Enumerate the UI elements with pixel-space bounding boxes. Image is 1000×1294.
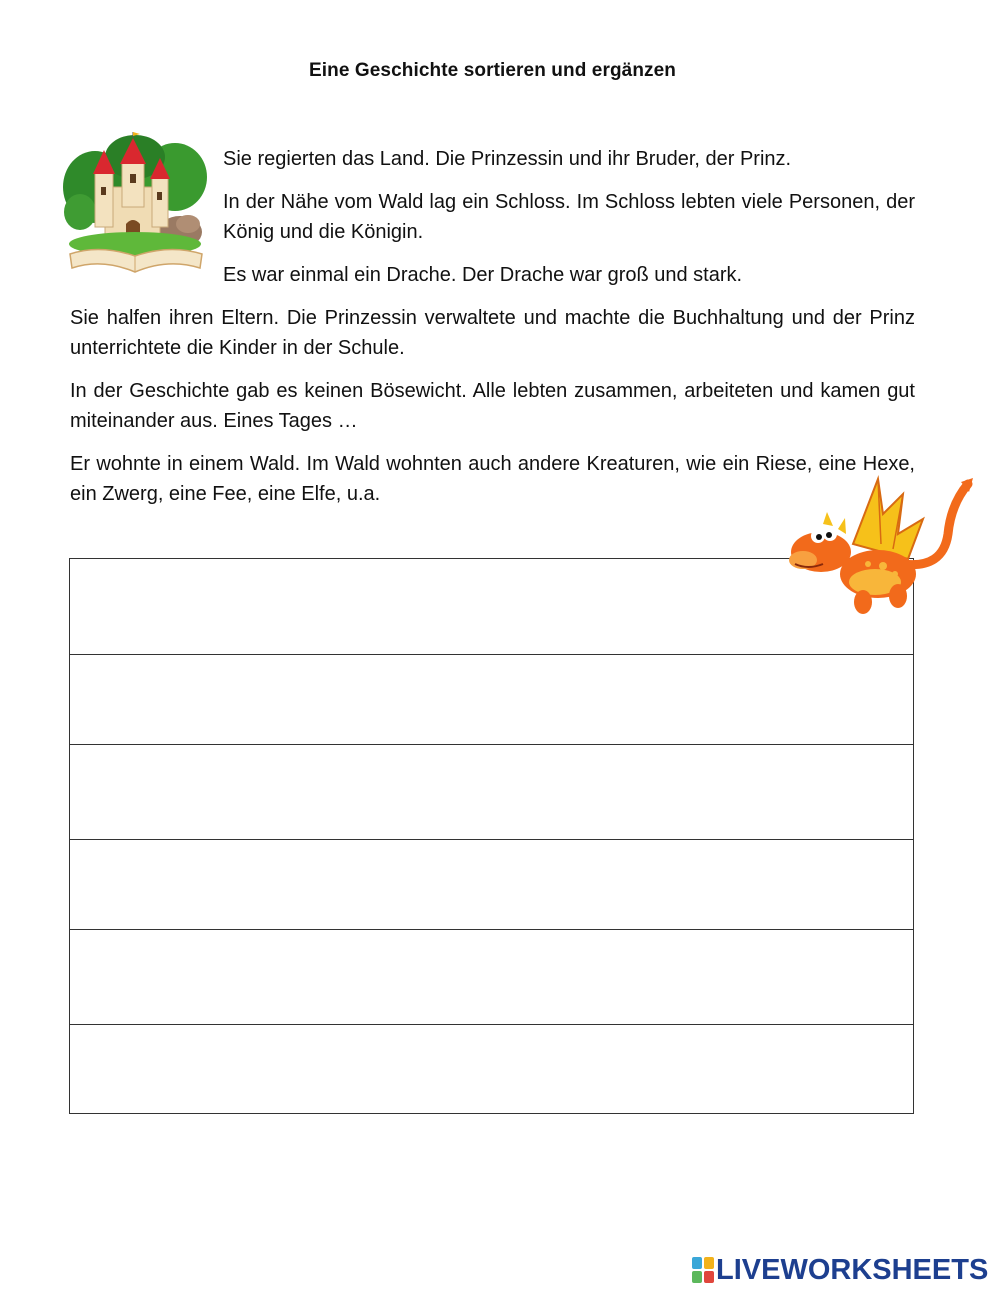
answer-box-4[interactable] [70,840,913,930]
answer-box-6[interactable] [70,1025,913,1113]
castle-book-image [60,132,210,277]
story-paragraph-1: Sie regierten das Land. Die Prinzessin und ihr Bruder, der Prinz. [223,148,792,170]
liveworksheets-logo-icon [692,1257,714,1283]
worksheet-title: Eine Geschichte sortieren und ergänzen [308,60,676,81]
answer-box-5[interactable] [70,930,913,1025]
liveworksheets-logo-text: LIVEWORKSHEETS [716,1253,989,1286]
liveworksheets-logo [692,1253,988,1287]
story-paragraph-6: Er wohnte in einem Wald. Im Wald wohnten auch andere Kreaturen, wie ein Riese, eine Hexe, ein Zwerg, eine Fee, eine Elfe, u.a. [70,453,915,505]
story-paragraph-2: In der Nähe vom Wald lag ein Schloss. Im Schloss lebten viele Personen, der König und die Königin. [223,191,915,243]
answer-box-2[interactable] [70,655,913,745]
story-paragraph-3: Es war einmal ein Drache. Der Drache war groß und stark. [223,264,743,286]
answer-boxes [69,558,914,1114]
story-paragraph-5: In der Geschichte gab es keinen Bösewicht. Alle lebten zusammen, arbeiteten und kamen gut miteinander aus. Eines Tages … [70,380,915,432]
dragon-image [783,474,973,624]
answer-box-3[interactable] [70,745,913,840]
story-paragraph-4: Sie halfen ihren Eltern. Die Prinzessin verwaltete und machte die Buchhaltung und der Prinz unterrichtete die Kinder in der Schule. [70,307,915,359]
